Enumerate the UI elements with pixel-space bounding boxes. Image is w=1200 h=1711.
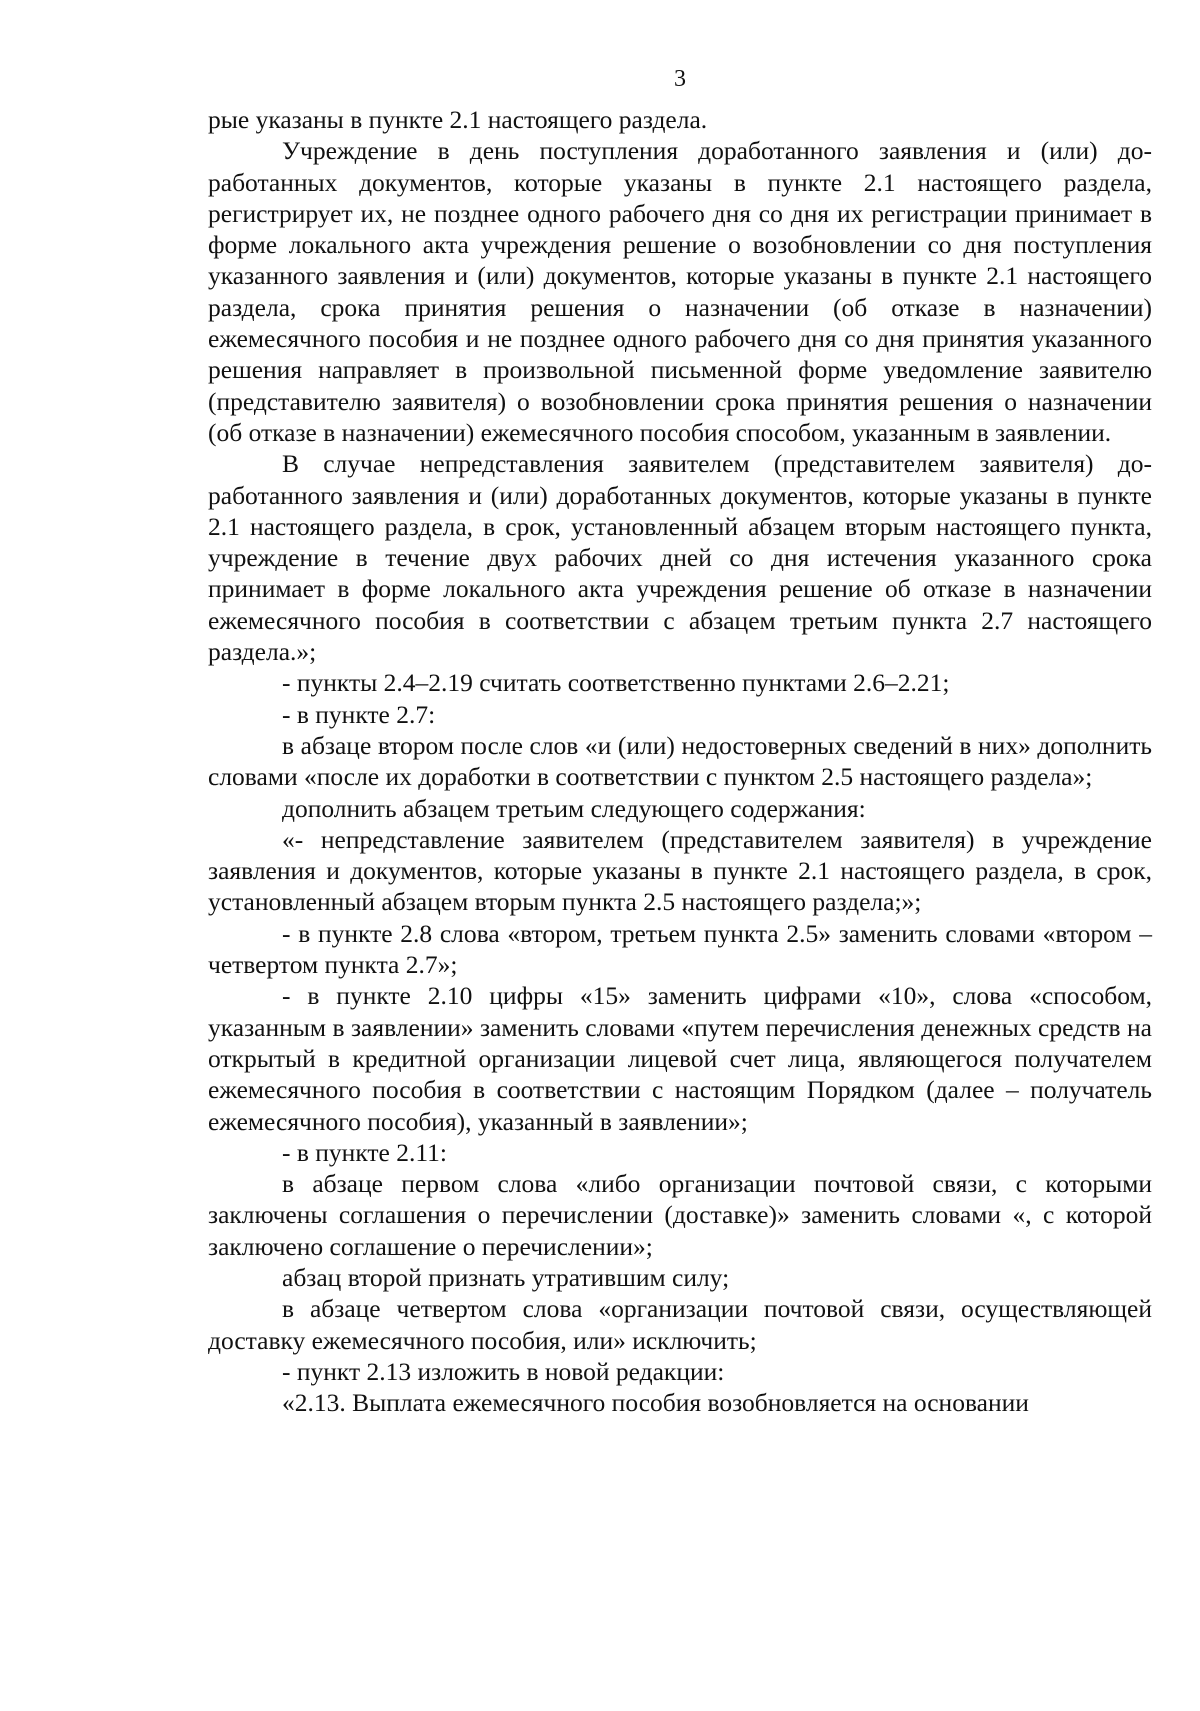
paragraph-add-third-clause: дополнить абзацем третьим следующего содержания: bbox=[282, 793, 866, 823]
paragraph-new-2-13: «2.13. Выплата ежемесячного пособия возобновляется на основании bbox=[282, 1388, 1029, 1418]
paragraph-clause-void: абзац второй признать утратившим силу; bbox=[282, 1262, 730, 1292]
paragraph-renumbering: - пункты 2.4–2.19 считать соответственно пунктами 2.6–2.21; bbox=[282, 668, 950, 698]
paragraph-item-2-7: - в пункте 2.7: bbox=[282, 699, 436, 729]
paragraph-continuation: рые указаны в пункте 2.1 настоящего раздела. bbox=[208, 105, 708, 134]
paragraph-registration: Учреждение в день поступления доработанного заявления и (или) доработанных документов, которые указаны в пункте 2.1 настоящего раздела, регистрирует их, не позднее одного рабочего дня со дня их регистрации принимает в форме локального акта учреждения решение о возобновлении со дня поступления указанного заявления и (или) документов, которые указаны в пункте 2.1 настоящего раздела, срока принятия решения о назначении (об отказе в назначении) ежемесячного пособия и не позднее одного рабочего дня со дня принятия указанного решения направляет в произвольной письменной форме уведомление заявителю (представителю заявителя) о возобновлении срока принятия решения о назначении (об отказе в назначении) ежемесячного пособия способом, указанным в заявлении. bbox=[208, 136, 1152, 447]
paragraph-non-submission: «- непредставление заявителем (представителем заявителя) в учреждение заявления и документов, которые указаны в пункте 2.1 настоящего раздела, в срок, установленный абзацем вторым пункта 2.5 настоящего раздела;»; bbox=[208, 824, 1152, 917]
page-number: 3 bbox=[674, 66, 686, 92]
paragraph-item-2-13: - пункт 2.13 изложить в новой редакции: bbox=[282, 1356, 725, 1386]
paragraph-item-2-8: - в пункте 2.8 слова «втором, третьем пункта 2.5» заменить словами «втором – четвертом пункта 2.7»; bbox=[208, 918, 1152, 980]
paragraph-fourth-clause: в абзаце четвертом слова «организации почтовой связи, осуществляющей доставку ежемесячного пособия, или» исключить; bbox=[208, 1294, 1152, 1355]
paragraph-item-2-10: - в пункте 2.10 цифры «15» заменить цифрами «10», слова «способом, указанным в заявлении» заменить словами «путем перечисления денежных средств на открытый в кредитной организации лицевой счет лица, являющегося получателем ежемесячного пособия в соответствии с настоящим Порядком (далее – получатель ежемесячного пособия), указанный в заявлении»; bbox=[208, 981, 1152, 1136]
paragraph-refusal: В случае непредставления заявителем (представителем заявителя) доработанного заявления и (или) доработанных документов, которые указаны в пункте 2.1 настоящего раздела, в срок, установленный абзацем вторым настоящего пункта, учреждение в течение двух рабочих дней со дня истечения указанного срока принимает в форме локального акта учреждения решение об отказе в назначении ежемесячного пособия в соответствии с абзацем третьим пункта 2.7 настоящего раздела.»; bbox=[208, 449, 1152, 667]
paragraph-item-2-11: - в пункте 2.11: bbox=[282, 1137, 447, 1167]
paragraph-second-clause: в абзаце втором после слов «и (или) недостоверных сведений в них» дополнить словами «после их доработки в соответствии с пунктом 2.5 настоящего раздела»; bbox=[208, 730, 1152, 792]
paragraph-first-clause: в абзаце первом слова «либо организации почтовой связи, с которыми заключены соглашения о перечислении (доставке)» заменить словами «, с которой заключено соглашение о перечислении»; bbox=[208, 1169, 1152, 1261]
document-text bbox=[208, 104, 1152, 1418]
